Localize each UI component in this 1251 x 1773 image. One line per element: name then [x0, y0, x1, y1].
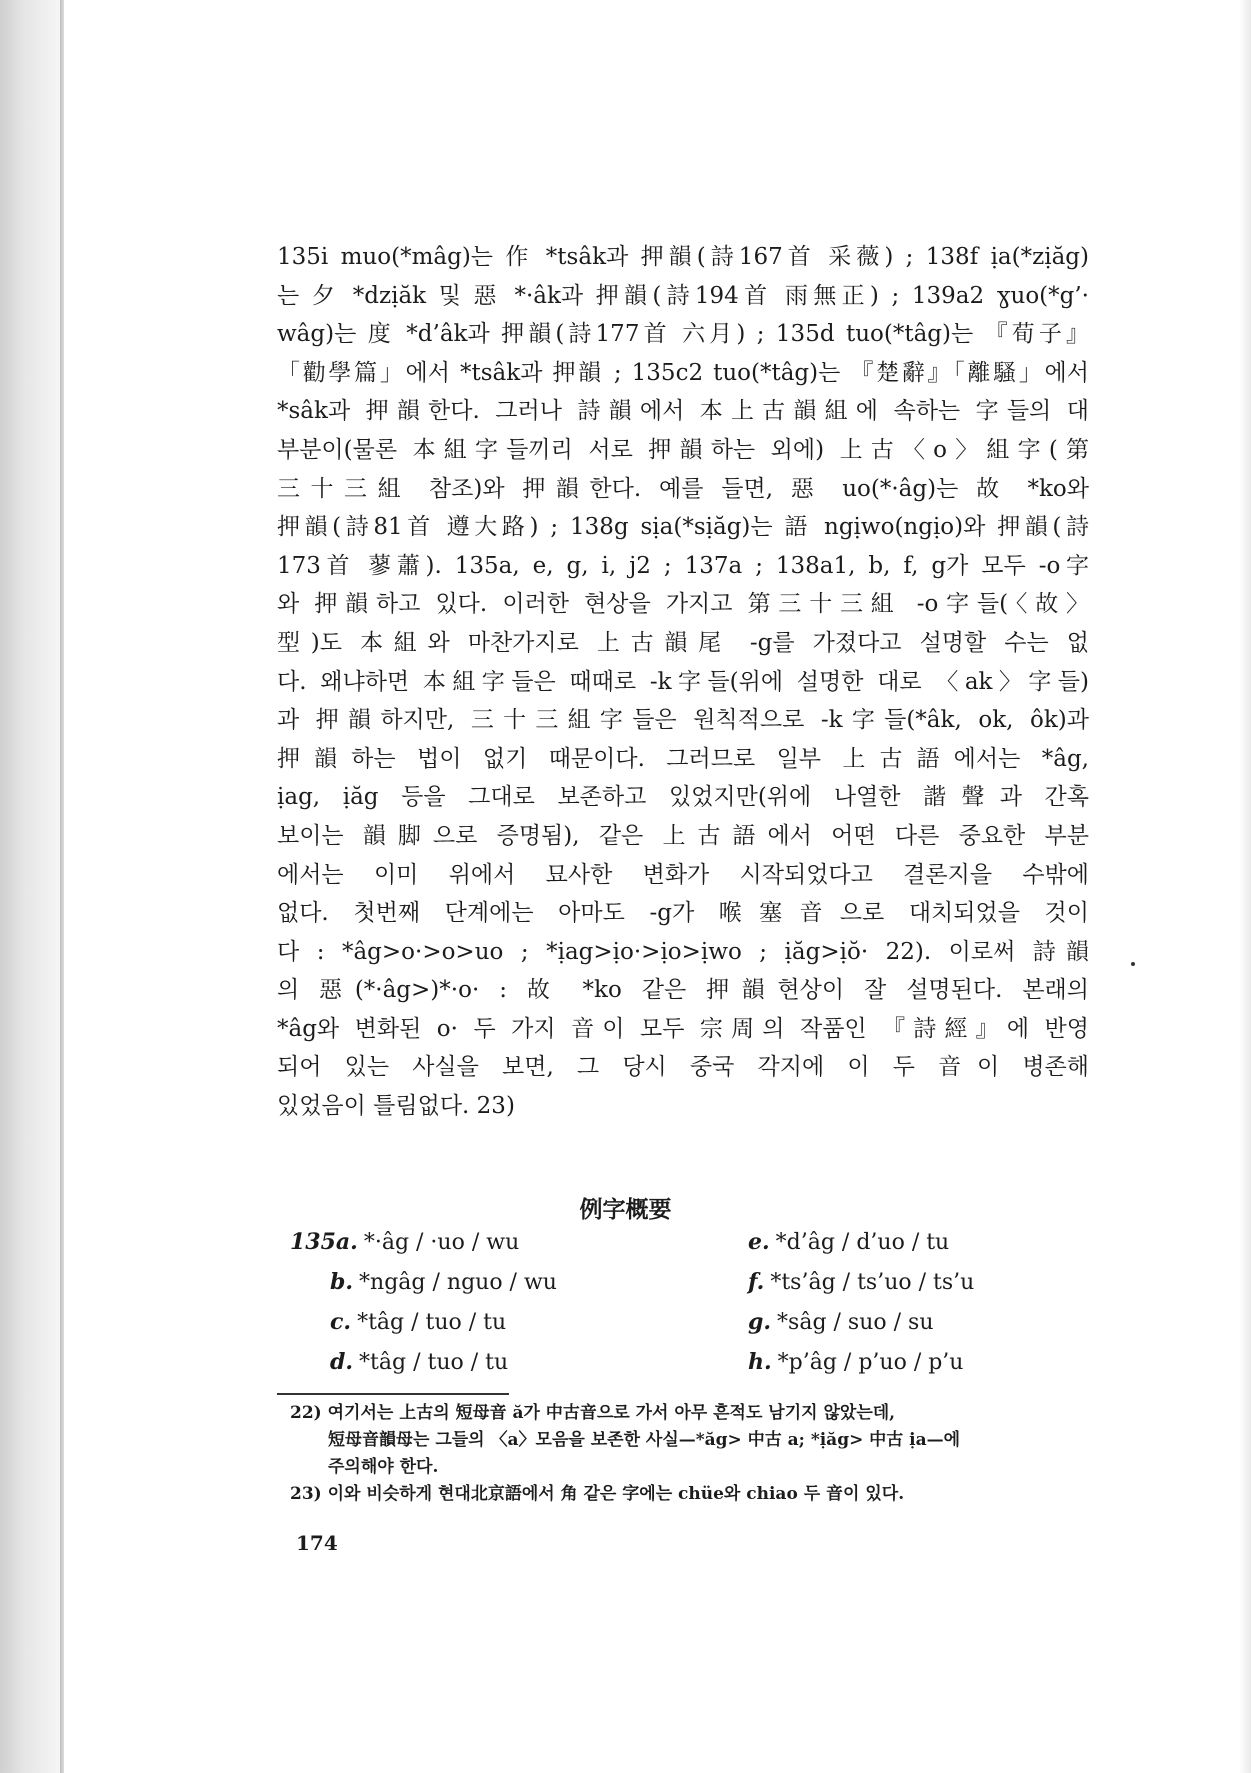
body-line: 와 押韻하고 있다. 이러한 현상을 가지고 第三十三組 -o字들(〈故〉 [277, 591, 1089, 618]
example-label: b. [330, 1269, 354, 1295]
footnote-text: 22) 여기서는 上古의 短母音 ă가 中古音으로 가서 아무 흔적도 남기지 않았는데, [290, 1403, 896, 1423]
body-line: ịag, ịăg 등을 그대로 보존하고 있었지만(위에 나열한 諧聲과 간혹 [277, 784, 1089, 811]
footnote-text: 短母音韻母는 그들의 〈a〉모음을 보존한 사실—*ăg> 中古 a; *ịăg> 中古 ịa—에 [328, 1430, 961, 1450]
example-label: c. [330, 1309, 352, 1335]
example-row [290, 1302, 1090, 1342]
example-label: g. [748, 1309, 772, 1335]
example-forms: *·âg / ·uo / wu [363, 1230, 520, 1255]
body-line: 「勸學篇」에서 *tsâk과 押韻 ; 135c2 tuo(*tâg)는 『楚辭』「離騷」에서 [277, 359, 1089, 386]
body-line: 과 押韻하지만, 三十三組字들은 원칙적으로 -k字들(*âk, ok, ôk)과 [277, 707, 1089, 734]
body-line: 의 惡(*·âg>)*·o· : 故 *ko 같은 押韻현상이 잘 설명된다. 본래의 [277, 977, 1089, 1004]
example-forms: *ts’âg / ts’uo / ts’u [770, 1270, 975, 1295]
page-number: 174 [296, 1531, 338, 1555]
body-line: 없다. 첫번째 단계에는 아마도 -g가 喉塞音으로 대치되었을 것이 [277, 900, 1089, 927]
body-line: 押韻하는 법이 없기 때문이다. 그러므로 일부 上古語에서는 *âg, [277, 745, 1089, 772]
example-list [290, 1222, 1090, 1382]
body-line: 型)도 本組와 마찬가지로 上古韻尾 -g를 가졌다고 설명할 수는 없 [277, 629, 1089, 656]
body-line: 135i muo(*mâg)는 作 *tsâk과 押韻(詩167首 采薇) ; 138f ịa(*zịăg) [277, 244, 1089, 270]
footnote-text: 23) 이와 비슷하게 현대北京語에서 角 같은 字에는 chüe와 chiao 두 音이 있다. [290, 1484, 905, 1504]
body-line: 다 : *âg>o·>o>uo ; *ịag>ịo·>ịo>ịwo ; ịăg>ịŏ· 22). 이로써 詩韻 [277, 938, 1089, 965]
example-label: 135a. [290, 1229, 358, 1255]
example-left [290, 1302, 506, 1343]
example-forms: *tâg / tuo / tu [357, 1310, 507, 1335]
example-row [290, 1342, 1090, 1382]
example-forms: *p’âg / p’uo / p’u [777, 1350, 964, 1375]
body-paragraph [277, 238, 1089, 1126]
example-right [748, 1262, 974, 1303]
example-left [290, 1222, 519, 1263]
example-left [290, 1262, 557, 1303]
footnotes [290, 1400, 1090, 1508]
body-line: 押韻(詩81首 遵大路) ; 138g sịa(*sịăg)는 語 ngịwo(ngịo)와 押韻(詩 [277, 514, 1089, 541]
example-forms: *ngâg / nguo / wu [359, 1270, 557, 1295]
body-line: wâg)는 度 *d’âk과 押韻(詩177首 六月) ; 135d tuo(*tâg)는 『荀子』 [277, 321, 1089, 348]
footnote-rule [277, 1393, 509, 1395]
body-line: *âg와 변화된 o· 두 가지 音이 모두 宗周의 작품인 『詩經』에 반영 [277, 1015, 1089, 1042]
example-row [290, 1262, 1090, 1302]
page-right-edge [1239, 0, 1251, 1773]
example-left [290, 1342, 508, 1383]
body-line: *sâk과 押韻한다. 그러나 詩韻에서 本上古韻組에 속하는 字들의 대 [277, 398, 1089, 425]
example-label: h. [748, 1349, 772, 1375]
body-line: 다. 왜냐하면 本組字들은 때때로 -k字들(위에 설명한 대로 〈ak〉字들) [277, 668, 1089, 695]
example-right [748, 1302, 934, 1343]
body-line: 되어 있는 사실을 보면, 그 당시 중국 각지에 이 두 音이 병존해 [277, 1054, 1089, 1081]
example-right [748, 1342, 963, 1383]
section-title: 例字概要 [579, 1196, 672, 1223]
body-line: 三十三組 참조)와 押韻한다. 예를 들면, 惡 uo(*·âg)는 故 *ko와 [277, 475, 1089, 502]
body-line: 보이는 韻脚으로 증명됨), 같은 上古語에서 어떤 다른 중요한 부분 [277, 822, 1089, 849]
example-label: d. [330, 1349, 354, 1375]
example-right [748, 1222, 949, 1263]
body-line: 부분이(물론 本組字들끼리 서로 押韻하는 외에) 上古〈o〉組字(第 [277, 436, 1089, 463]
footnote-text: 주의해야 한다. [328, 1457, 439, 1477]
example-forms: *d’âg / d’uo / tu [775, 1230, 950, 1255]
body-line: 173首 蓼蕭). 135a, e, g, i, j2 ; 137a ; 138a1, b, f, g가 모두 -o字 [277, 552, 1089, 579]
body-line: 는 夕 *dzịăk 및 惡 *·âk과 押韻(詩194首 雨無正) ; 139a2 ɣuo(*g’· [277, 282, 1089, 309]
example-label: f. [748, 1269, 765, 1295]
footnote-23 [290, 1481, 1090, 1508]
footnote-22 [290, 1400, 1090, 1481]
example-row [290, 1222, 1090, 1262]
book-edge [0, 0, 60, 1773]
example-label: e. [748, 1229, 770, 1255]
example-forms: *tâg / tuo / tu [359, 1350, 509, 1375]
stray-mark [1131, 962, 1135, 966]
body-line: 에서는 이미 위에서 묘사한 변화가 시작되었다고 결론지을 수밖에 [277, 861, 1089, 888]
body-line: 있었음이 틀림없다. 23) [277, 1093, 515, 1120]
example-forms: *sâg / suo / su [777, 1310, 934, 1335]
